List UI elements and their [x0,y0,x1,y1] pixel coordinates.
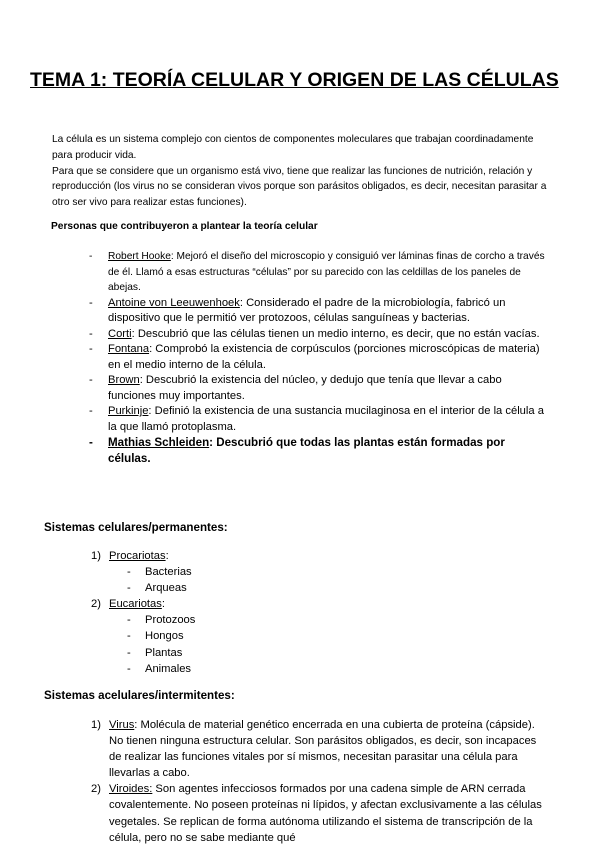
contributor-text: : Definió la existencia de una sustancia mucilaginosa en el interior de la célula a la que llamó protoplasma. [108,405,544,433]
list-item: - Arqueas [127,582,187,595]
contributors-heading: Personas que contribuyeron a plantear la teoría celular [51,221,318,232]
list-number: 2) [91,598,101,611]
list-item: - Fontana: Comprobó la existencia de corpúsculos (porciones microscópicas de materia) en el medio interno de la célula. [89,343,540,371]
cellular-list [91,548,195,677]
intro-paragraph: La célula es un sistema complejo con cientos de componentes moleculares que trabajan coordinadamente para producir vida. [52,134,534,161]
group-label: Procariotas [109,550,166,562]
list-item: - Hongos [127,630,184,643]
list-item: - Brown: Descubrió la existencia del núcleo, y dedujo que tenía que llevar a cabo funciones muy importantes. [89,374,502,402]
list-item-label: Bacterias [145,566,192,579]
contributor-text: : Considerado el padre de la microbiología, fabricó un dispositivo que le permitió ver protozoos, células sanguíneas y bacterias. [108,296,506,325]
list-item: - Corti: Descubrió que las células tienen un medio interno, es decir, que no están vacías. [89,327,540,340]
contributor-text: : Descubrió la existencia del núcleo, y dedujo que tenía que llevar a cabo funciones muy importantes. [108,374,502,402]
list-item: 1) Procariotas: - Bacterias - Arqueas [91,548,195,596]
list-item-label: Protozoos [145,614,196,627]
contributor-name: Purkinje [108,405,149,418]
intro [44,132,554,211]
list-item: - Plantas [127,646,183,659]
list-number: 2) [91,783,101,796]
list-item-text: : Molécula de material genético encerrada en una cubierta de proteína (cápside). No tienen ninguna estructura celular. Son parásitos obligados, es decir, son incapaces de realizar las funciones vitales por sí mismos, necesitan parasitar una célula para llevarlas a cabo. [109,719,537,780]
acellular-heading: Sistemas acelulares/intermitentes: [44,689,235,702]
contributor-name: Antoine von Leeuwenhoek [108,296,240,309]
group-label: Eucariotas [109,598,162,611]
list-item [91,781,551,845]
group-label: Viroides: [109,783,153,796]
list-item: - Antoine von Leeuwenhoek: Considerado el padre de la microbiología, fabricó un dispositivo que le permitió ver protozoos, células sanguíneas y bacterias. [89,296,506,325]
list-number: 1) [91,550,101,562]
contributor-text: : Mejoró el diseño del microscopio y consiguió ver láminas finas de corcho a través de él. Llamó a esas estructuras “células” por su parecido con las celdillas de los paneles de abejas. [108,251,545,294]
cellular-heading: Sistemas celulares/permanentes: [44,521,228,534]
list-number: 1) [91,719,101,731]
contributor-name: Mathias Schleiden [108,436,210,450]
contributor-text: : Comprobó la existencia de corpúsculos (porciones microscópicas de materia) en el medio interno de la célula. [108,343,540,371]
list-item-label: Arqueas [145,582,187,595]
page-title: TEMA 1: TEORÍA CELULAR Y ORIGEN DE LAS CÉLULAS [30,69,559,91]
list-item-label: Plantas [145,646,183,659]
list-item: - Bacterias [127,566,192,579]
list-item [91,717,551,781]
list-item: 2) Eucariotas: - Protozoos - Hongos - Plantas - Animales [91,596,195,676]
list-item: - Protozoos [127,614,196,627]
contributor-name: Brown [108,374,140,387]
contributors-list [89,249,549,466]
list-item-label: Animales [145,662,192,675]
group-label: Virus [109,719,135,731]
list-item-text: Son agentes infecciosos formados por una cadena simple de ARN cerrada covalentemente. No poseen proteínas ni lípidos, y afectan exclusivamente a las células vegetales. Se replican de forma autónoma utilizando el sistema de transcripción de la célula, pero no se sabe mediante qué [109,783,542,844]
contributor-name: Corti [108,327,132,340]
list-item: - Purkinje: Definió la existencia de una sustancia mucilaginosa en el interior de la célula a la que llamó protoplasma. [89,405,544,433]
list-item-label: Hongos [145,630,184,643]
contributor-name: Robert Hooke [108,251,171,262]
contributor-text: : Descubrió que las células tienen un medio interno, es decir, que no están vacías. [131,327,540,340]
acellular-list [91,717,551,846]
list-item: - Mathias Schleiden: Descubrió que todas las plantas están formadas por células. [89,436,505,465]
list-item: - Animales [127,662,192,675]
list-item: - Robert Hooke: Mejoró el diseño del microscopio y consiguió ver láminas finas de corcho a través de él. Llamó a esas estructuras “células” por su parecido con las celdillas de los paneles de abejas. [89,251,545,294]
contributor-name: Fontana [108,343,150,356]
intro-paragraph: Para que se considere que un organismo está vivo, tiene que realizar las funciones de nutrición, relación y reproducción (los virus no se consideran vivos porque son parásitos obligados, es decir, necesitan parasitar a otro ser vivo para realizar estas funciones). [52,165,547,209]
contributor-text: : Descubrió que todas las plantas están formadas por células. [108,436,505,465]
